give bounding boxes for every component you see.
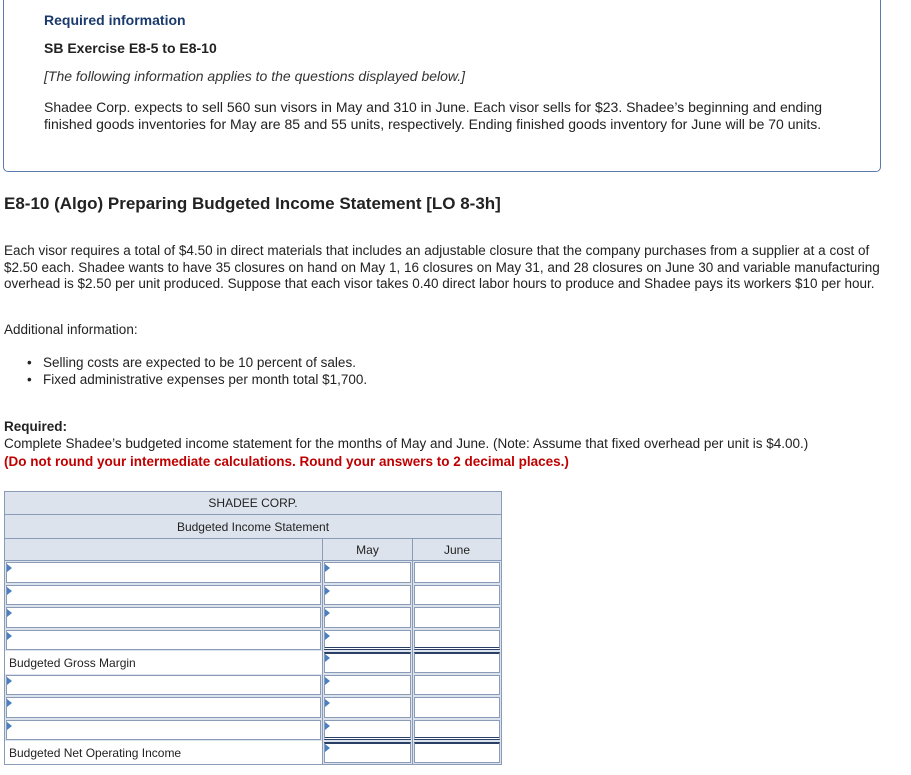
input-marker-icon xyxy=(325,744,330,752)
rounding-note: (Do not round your intermediate calculations. Round your answers to 2 decimal places.) xyxy=(4,454,569,469)
june-amount-input[interactable] xyxy=(414,697,500,718)
required-label: Required: xyxy=(4,419,68,434)
bullet-selling-costs: • Selling costs are expected to be 10 percent of sales. xyxy=(27,354,367,371)
may-column-header: May xyxy=(323,539,413,560)
net-operating-income-label: Budgeted Net Operating Income xyxy=(5,741,323,764)
row-label-dropdown[interactable] xyxy=(6,697,321,718)
may-amount-input[interactable] xyxy=(324,720,411,741)
input-marker-icon xyxy=(325,609,330,617)
may-amount-input[interactable] xyxy=(324,630,411,651)
input-marker-icon xyxy=(325,564,330,572)
table-row xyxy=(5,674,501,697)
exercise-title: E8-10 (Algo) Preparing Budgeted Income Statement [LO 8-3h] xyxy=(4,194,501,213)
info-body: Shadee Corp. expects to sell 560 sun visors in May and 310 in June. Each visor sells for $23. Shadee’s beginning and ending finished goods inventories for May are 85 and 55 units, respectively. Ending finished goods inventory for June will be 70 units. xyxy=(44,99,823,132)
table-row xyxy=(5,719,501,742)
exercise-range-title: SB Exercise E8-5 to E8-10 xyxy=(44,40,217,56)
dropdown-marker-icon xyxy=(7,722,12,730)
input-marker-icon xyxy=(325,632,330,640)
budgeted-income-statement-table xyxy=(4,491,502,765)
may-gross-margin-input[interactable] xyxy=(324,652,411,673)
dropdown-marker-icon xyxy=(7,587,12,595)
june-amount-input[interactable] xyxy=(414,585,500,606)
june-amount-input[interactable] xyxy=(414,562,500,583)
dropdown-marker-icon xyxy=(7,609,12,617)
gross-margin-row xyxy=(5,651,501,674)
label-column-header xyxy=(5,539,323,560)
row-label-dropdown[interactable] xyxy=(6,562,321,583)
row-label-dropdown[interactable] xyxy=(6,720,321,741)
dropdown-marker-icon xyxy=(7,632,12,640)
june-gross-margin-input[interactable] xyxy=(414,652,500,673)
column-header-row xyxy=(5,539,501,561)
additional-info-list xyxy=(27,354,367,388)
exercise-paragraph: Each visor requires a total of $4.50 in direct materials that includes an adjustable closure that the company purchases from a supplier at a cost of $2.50 each. Shadee wants to have 35 closures on hand on May 1, 16 closures on May 31, and 28 closures on June 30 and variable manufacturing overhead is $2.50 per unit produced. Suppose that each visor takes 0.40 direct labor hours to produce and Shadee pays its workers $10 per hour. xyxy=(4,243,880,291)
required-info-title: Required information xyxy=(44,12,186,28)
dropdown-marker-icon xyxy=(7,564,12,572)
gross-margin-label: Budgeted Gross Margin xyxy=(5,651,323,674)
required-text: Complete Shadee’s budgeted income statement for the months of May and June. (Note: Assume that fixed overhead per unit is $4.00.) xyxy=(4,436,809,451)
input-marker-icon xyxy=(325,677,330,685)
dropdown-marker-icon xyxy=(7,677,12,685)
company-name: SHADEE CORP. xyxy=(5,492,501,515)
net-operating-income-row xyxy=(5,741,501,764)
table-row xyxy=(5,561,501,584)
info-note: [The following information applies to the questions displayed below.] xyxy=(44,68,466,84)
input-marker-icon xyxy=(325,587,330,595)
june-amount-input[interactable] xyxy=(414,607,500,628)
row-label-dropdown[interactable] xyxy=(6,630,321,651)
june-amount-input[interactable] xyxy=(414,630,500,651)
table-row xyxy=(5,696,501,719)
required-information-panel xyxy=(3,0,881,172)
additional-info-label: Additional information: xyxy=(4,322,138,337)
input-marker-icon xyxy=(325,654,330,662)
dropdown-marker-icon xyxy=(7,699,12,707)
june-net-income-input[interactable] xyxy=(414,742,500,763)
table-row xyxy=(5,629,501,652)
statement-title: Budgeted Income Statement xyxy=(5,515,501,539)
may-amount-input[interactable] xyxy=(324,697,411,718)
june-column-header: June xyxy=(443,543,471,557)
may-net-income-input[interactable] xyxy=(324,742,411,763)
may-amount-input[interactable] xyxy=(324,675,411,696)
row-label-dropdown[interactable] xyxy=(6,585,321,606)
may-amount-input[interactable] xyxy=(324,562,411,583)
table-row xyxy=(5,606,501,629)
may-amount-input[interactable] xyxy=(324,607,411,628)
row-label-dropdown[interactable] xyxy=(6,675,321,696)
input-marker-icon xyxy=(325,699,330,707)
table-row xyxy=(5,584,501,607)
bullet-admin-expenses: • Fixed administrative expenses per month total $1,700. xyxy=(27,371,367,388)
row-label-dropdown[interactable] xyxy=(6,607,321,628)
input-marker-icon xyxy=(325,722,330,730)
june-amount-input[interactable] xyxy=(414,675,500,696)
june-amount-input[interactable] xyxy=(414,720,500,741)
may-amount-input[interactable] xyxy=(324,585,411,606)
